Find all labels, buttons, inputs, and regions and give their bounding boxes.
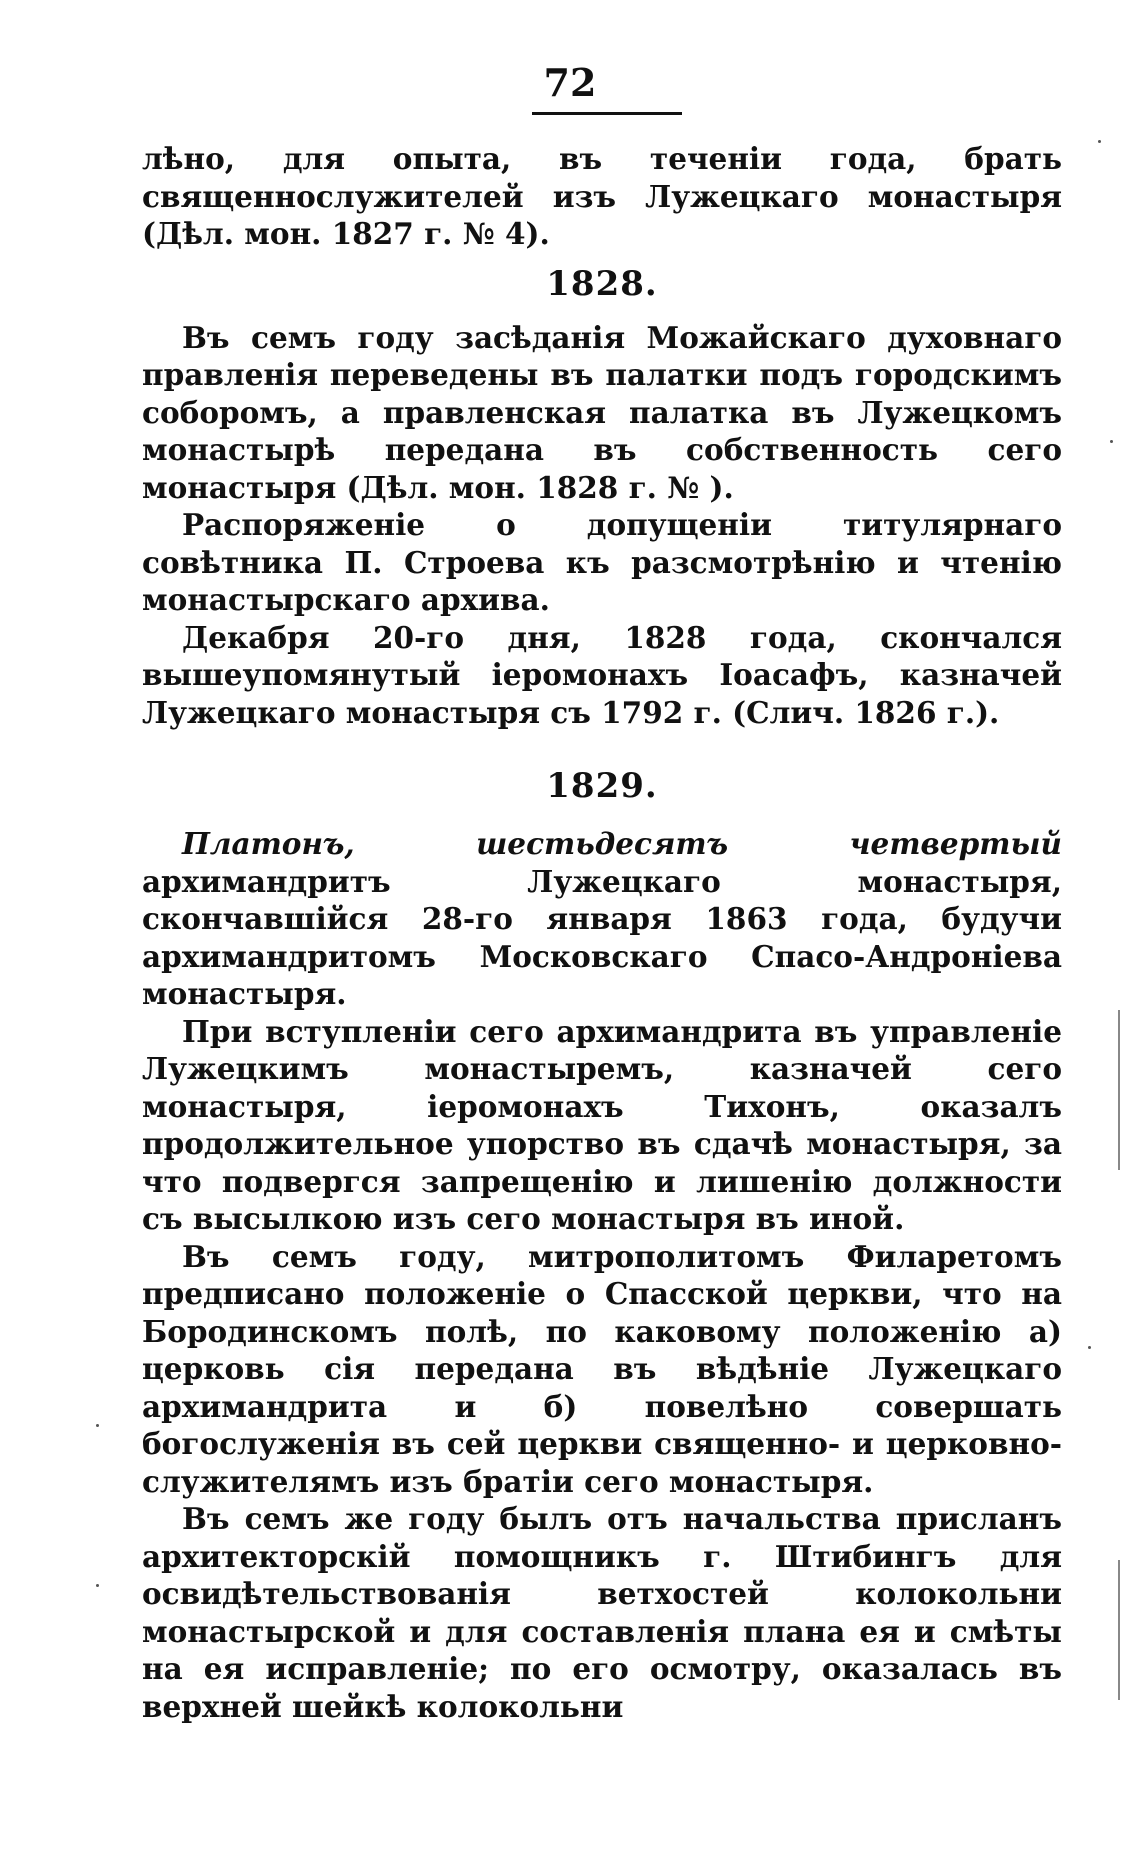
- platon-name-italic: Платонъ, шестьдесятъ четвертый: [182, 826, 1062, 861]
- scan-edge-line: [1118, 1010, 1120, 1170]
- scan-speck: [96, 1584, 99, 1587]
- scan-speck: [1098, 140, 1101, 143]
- paragraph-bell-tower: Въ семъ же году былъ отъ начальства присланъ архитекторскій помощникъ г. Штибингъ для освидѣтельствованія ветхостей колокольни монастырской и для составленія плана ея и смѣты на ея исправленіе; по его осмотру, оказалась въ верхней шейкѣ колокольни: [142, 1501, 1062, 1724]
- paragraph-continuation: лѣно, для опыта, въ теченіи года, брать священнослужителей изъ Лужецкаго монастыря (Дѣл. мон. 1827 г. № 4).: [142, 141, 1062, 251]
- paragraph-tikhon: При вступленіи сего архимандрита въ управленіе Лужецкимъ монастыремъ, казначей сего монастыря, іеромонахъ Тихонъ, оказалъ продолжительное упорство въ сдачѣ монастыря, за что подвергся запрещенію и лишенію должности съ высылкою изъ сего монастыря въ иной.: [142, 1013, 1062, 1236]
- year-heading-1829: 1829.: [546, 766, 658, 806]
- paragraph-court-sessions: Въ семъ году засѣданія Можайскаго духовнаго правленія переведены въ палатки подъ городскимъ соборомъ, а правленская палатка въ Лужецкомъ монастырѣ передана въ собственность сего монастыря (Дѣл. мон. 1828 г. № ).: [142, 319, 1062, 505]
- paragraph-borodino-church: Въ семъ году, митрополитомъ Филаретомъ предписано положеніе о Спасской церкви, что на Бородинскомъ полѣ, по каковому положенію а) церковь сія передана въ вѣдѣніе Лужецкаго архимандрита и б) повелѣно совершать богослуженія въ сей церкви священно- и церковно-служителямъ изъ братіи сего монастыря.: [142, 1238, 1062, 1499]
- paragraph-stroev-archive: Распоряженіе о допущеніи титулярнаго совѣтника П. Строева къ разсмотрѣнію и чтенію монастырскаго архива.: [142, 507, 1062, 617]
- page-body: [142, 140, 1062, 1725]
- page-number: 72: [543, 60, 597, 105]
- platon-description: архимандритъ Лужецкаго монастыря, скончавшійся 28-го января 1863 года, будучи архимандритомъ Московскаго Спасо-Андроніева монастыря.: [142, 863, 1062, 1011]
- scan-speck: [1088, 1346, 1091, 1349]
- page-number-rule: [532, 112, 682, 115]
- scan-speck: [1110, 440, 1113, 443]
- year-heading-1828: 1828.: [546, 263, 658, 304]
- scan-edge-line: [1118, 1560, 1120, 1700]
- paragraph-platon: [142, 825, 1062, 1013]
- scan-speck: [96, 1424, 99, 1427]
- paragraph-ioasaf-death: Декабря 20-го дня, 1828 года, скончался вышеупомянутый іеромонахъ Іоасафъ, казначей Лужецкаго монастыря съ 1792 г. (Слич. 1826 г.).: [142, 619, 1062, 730]
